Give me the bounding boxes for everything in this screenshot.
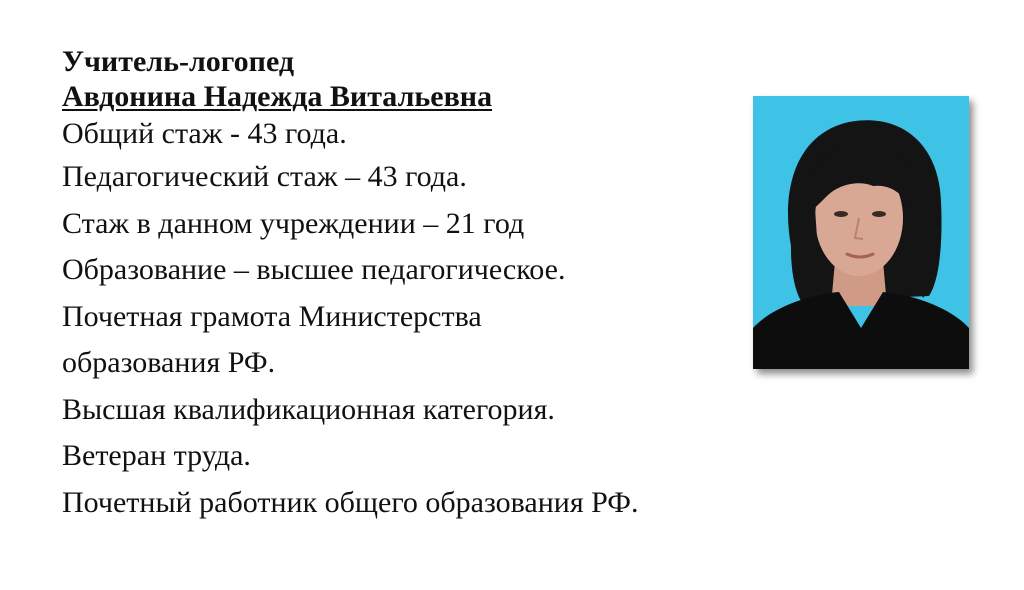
education-line: Образование – высшее педагогическое.: [62, 253, 566, 286]
institution-experience-line: Стаж в данном учреждении – 21 год: [62, 206, 525, 240]
qualification-line: Высшая квалификационная категория.: [62, 392, 555, 426]
profile-text: [62, 44, 752, 526]
total-experience-line: Общий стаж - 43 года.: [62, 117, 347, 150]
person-name: Авдонина Надежда Витальевна: [62, 80, 493, 113]
position-title: Учитель-логопед: [62, 45, 295, 78]
award-line-2: образования РФ.: [62, 346, 276, 379]
info-list: [62, 114, 752, 526]
award-line-1: Почетная грамота Министерства: [62, 299, 482, 333]
portrait-image: [753, 96, 969, 369]
honorary-worker-line: Почетный работник общего образования РФ.: [62, 485, 639, 519]
portrait-left-eye: [834, 211, 848, 217]
teaching-experience-line: Педагогический стаж – 43 года.: [62, 160, 467, 193]
portrait-right-eye: [872, 211, 886, 217]
portrait-photo: [753, 96, 969, 369]
veteran-line: Ветеран труда.: [62, 439, 251, 472]
